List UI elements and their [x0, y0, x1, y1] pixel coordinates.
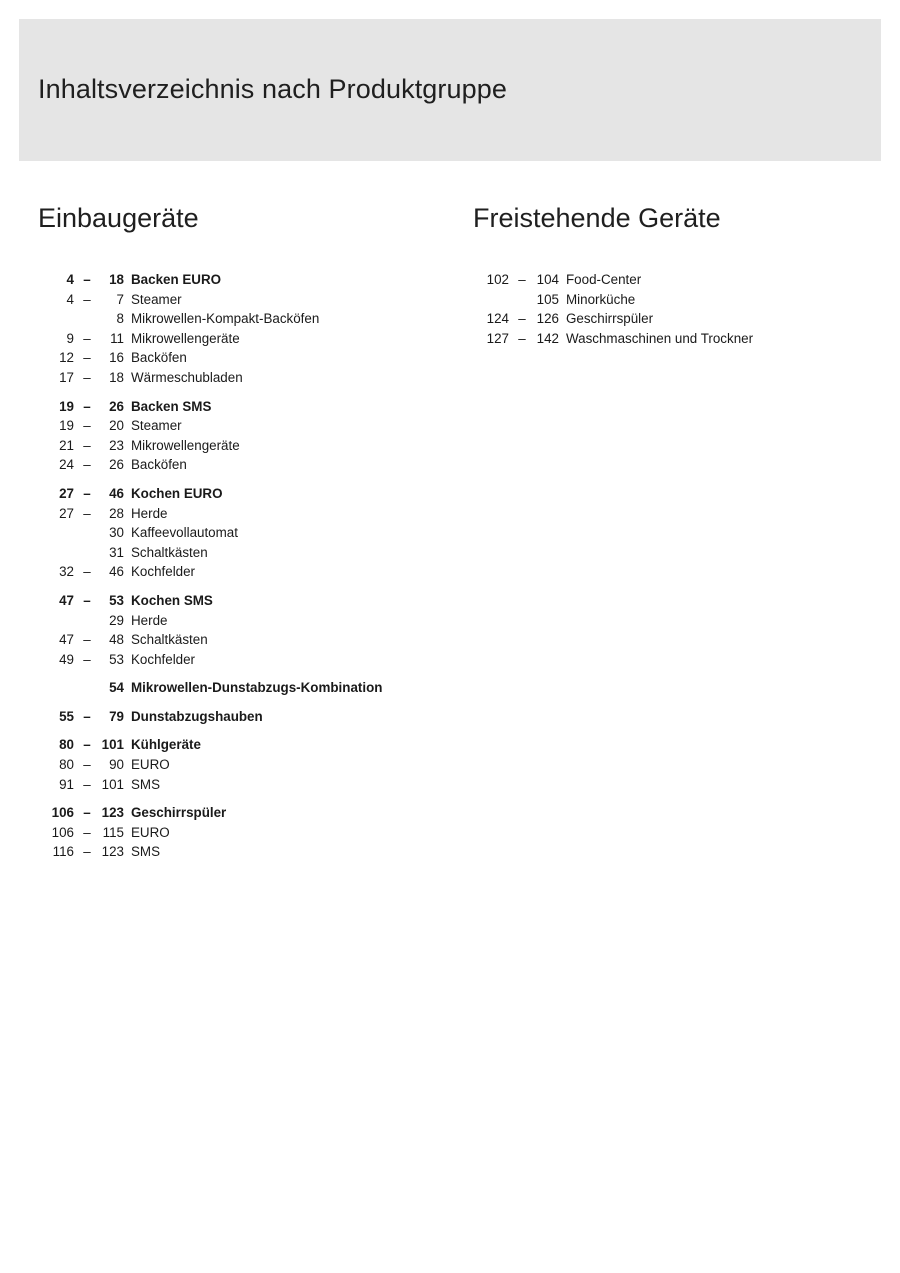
toc-entry-row [38, 523, 438, 543]
toc-entry-row [38, 436, 438, 456]
range-dash: – [83, 632, 91, 648]
toc-entry-row [38, 775, 438, 795]
page-from: 124 [486, 311, 509, 327]
page-to: 30 [109, 525, 124, 541]
entry-label: Steamer [131, 291, 182, 307]
toc-entry-row [38, 348, 438, 368]
range-dash: – [83, 272, 91, 287]
toc-group [38, 397, 438, 475]
toc-entry-row [38, 650, 438, 670]
toc-group [38, 591, 438, 669]
page-from: 106 [51, 824, 74, 840]
entry-label: SMS [131, 776, 161, 792]
toc-entry-row [38, 842, 438, 862]
range-dash: – [83, 592, 91, 608]
page-title: Inhaltsverzeichnis nach Produktgruppe [38, 74, 507, 104]
toc-group [38, 270, 438, 388]
range-dash: – [518, 311, 526, 327]
range-dash: – [83, 651, 91, 667]
toc-entry-row [38, 611, 438, 631]
toc-group [473, 270, 873, 348]
range-dash: – [83, 418, 91, 434]
entry-label: Kochen SMS [131, 592, 213, 608]
entry-label: Kochfelder [131, 651, 196, 667]
page-from: 49 [59, 651, 74, 667]
page-from: 17 [59, 369, 74, 385]
page-to: 126 [536, 311, 559, 327]
entry-label: Mikrowellengeräte [131, 330, 240, 346]
toc-entry-row [38, 309, 438, 329]
page-from: 91 [59, 776, 74, 792]
toc-entry-row [38, 329, 438, 349]
column-einbaugeraete [38, 199, 438, 871]
entry-label: Backen EURO [131, 272, 222, 287]
toc-group-heading-row [38, 678, 438, 698]
toc-entry-row [473, 309, 873, 329]
range-dash: – [83, 824, 91, 840]
page-to: 26 [109, 457, 124, 473]
page-from: 102 [486, 272, 509, 287]
toc-entry-row [38, 755, 438, 775]
toc-group-heading-row [38, 803, 438, 823]
entry-label: Herde [131, 505, 168, 521]
toc-entry-row [38, 562, 438, 582]
toc-entry-row [38, 455, 438, 475]
toc-group-heading-row [38, 735, 438, 755]
page-to: 29 [109, 612, 124, 628]
section-heading-freistehende-geraete: Freistehende Geräte [473, 203, 721, 233]
range-dash: – [83, 291, 91, 307]
range-dash: – [83, 805, 91, 821]
range-dash: – [83, 485, 91, 501]
range-dash: – [83, 330, 91, 346]
range-dash: – [83, 708, 91, 724]
toc-group-heading-row [38, 397, 438, 417]
entry-label: Wärmeschubladen [131, 369, 243, 385]
toc-entry-row [473, 290, 873, 310]
entry-label: Geschirrspüler [566, 311, 654, 327]
toc-group-heading-row [38, 591, 438, 611]
page-to: 8 [116, 311, 124, 327]
toc-entry-row [38, 416, 438, 436]
page-from: 12 [59, 350, 74, 366]
toc-entry-row [38, 290, 438, 310]
entry-label: Kaffeevollautomat [131, 525, 238, 541]
page-from: 21 [59, 437, 74, 453]
page-to: 79 [109, 708, 124, 724]
entry-label: Herde [131, 612, 168, 628]
page-to: 101 [101, 737, 124, 753]
toc-entry-row [38, 543, 438, 563]
page-to: 46 [109, 564, 124, 580]
page-to: 26 [109, 398, 124, 414]
entry-label: Kochen EURO [131, 485, 223, 501]
entry-label: Kochfelder [131, 564, 196, 580]
page-from: 80 [59, 737, 74, 753]
page-from: 47 [59, 592, 74, 608]
toc-groups-left [38, 270, 438, 862]
page-to: 115 [102, 824, 124, 840]
range-dash: – [83, 457, 91, 473]
entry-label: Backöfen [131, 457, 187, 473]
entry-label: EURO [131, 757, 170, 773]
page-from: 80 [59, 757, 74, 773]
page-to: 16 [109, 350, 124, 366]
toc-group [38, 678, 438, 698]
page-from: 32 [59, 564, 74, 580]
range-dash: – [83, 844, 91, 860]
page-to: 53 [109, 592, 124, 608]
range-dash: – [83, 437, 91, 453]
page-from: 106 [51, 805, 74, 821]
page-from: 24 [59, 457, 74, 473]
range-dash: – [83, 398, 91, 414]
page-from: 4 [66, 272, 74, 287]
entry-label: Backen SMS [131, 398, 212, 414]
entry-label: Geschirrspüler [131, 805, 227, 821]
entry-label: Waschmaschinen und Trockner [566, 330, 754, 346]
entry-label: Kühlgeräte [131, 737, 201, 753]
page-to: 31 [109, 544, 124, 560]
toc-group [38, 735, 438, 794]
range-dash: – [83, 776, 91, 792]
page-to: 18 [109, 369, 124, 385]
page-from: 19 [59, 418, 74, 434]
range-dash: – [518, 330, 526, 346]
range-dash: – [83, 564, 91, 580]
page-to: 101 [101, 776, 124, 792]
section-heading-einbaugeraete: Einbaugeräte [38, 203, 199, 233]
page-to: 11 [110, 330, 124, 346]
toc-groups-right [473, 270, 873, 348]
toc-entry-row [473, 329, 873, 349]
toc-entry-row [38, 823, 438, 843]
page-from: 27 [59, 485, 74, 501]
toc-group-heading-row [38, 707, 438, 727]
page-to: 23 [109, 437, 124, 453]
toc-entry-row [38, 630, 438, 650]
entry-label: Mikrowellengeräte [131, 437, 240, 453]
page-to: 54 [109, 680, 124, 696]
page-to: 7 [116, 291, 124, 307]
page-to: 90 [109, 757, 124, 773]
page-from: 4 [66, 291, 74, 307]
page-from: 27 [59, 505, 74, 521]
toc-group-heading-row [38, 270, 438, 290]
entry-label: Dunstabzugshauben [131, 708, 263, 724]
range-dash: – [83, 757, 91, 773]
page-from: 116 [52, 844, 74, 860]
page-to: 142 [536, 330, 559, 346]
range-dash: – [83, 369, 91, 385]
range-dash: – [83, 505, 91, 521]
entry-label: Food-Center [566, 272, 642, 287]
entry-label: Steamer [131, 418, 182, 434]
page-to: 46 [109, 485, 124, 501]
column-freistehende-geraete [473, 199, 873, 357]
entry-label: Mikrowellen-Dunstabzugs-Kombination [131, 680, 383, 696]
page-to: 28 [109, 505, 124, 521]
range-dash: – [83, 737, 91, 753]
page-from: 9 [66, 330, 74, 346]
toc-group [38, 803, 438, 862]
toc-group-heading-row [38, 484, 438, 504]
entry-label: Mikrowellen-Kompakt-Backöfen [131, 311, 320, 327]
entry-label: Minorküche [566, 291, 636, 307]
range-dash: – [518, 272, 526, 287]
page-to: 104 [536, 272, 559, 287]
page-to: 20 [109, 418, 124, 434]
page-to: 48 [109, 632, 124, 648]
toc-group [38, 484, 438, 582]
page-to: 105 [536, 291, 559, 307]
toc-entry-row [38, 368, 438, 388]
range-dash: – [83, 350, 91, 366]
page-to: 123 [101, 844, 124, 860]
page-to: 123 [101, 805, 124, 821]
page-to: 53 [109, 651, 124, 667]
toc-group [38, 707, 438, 727]
page-from: 127 [486, 330, 509, 346]
toc-entry-row [473, 270, 873, 290]
page-from: 55 [59, 708, 74, 724]
toc-entry-row [38, 504, 438, 524]
page-from: 19 [59, 398, 74, 414]
entry-label: Backöfen [131, 350, 187, 366]
entry-label: EURO [131, 824, 170, 840]
entry-label: Schaltkästen [131, 632, 208, 648]
entry-label: SMS [131, 844, 161, 860]
page-to: 18 [109, 272, 124, 287]
page-from: 47 [59, 632, 74, 648]
entry-label: Schaltkästen [131, 544, 208, 560]
